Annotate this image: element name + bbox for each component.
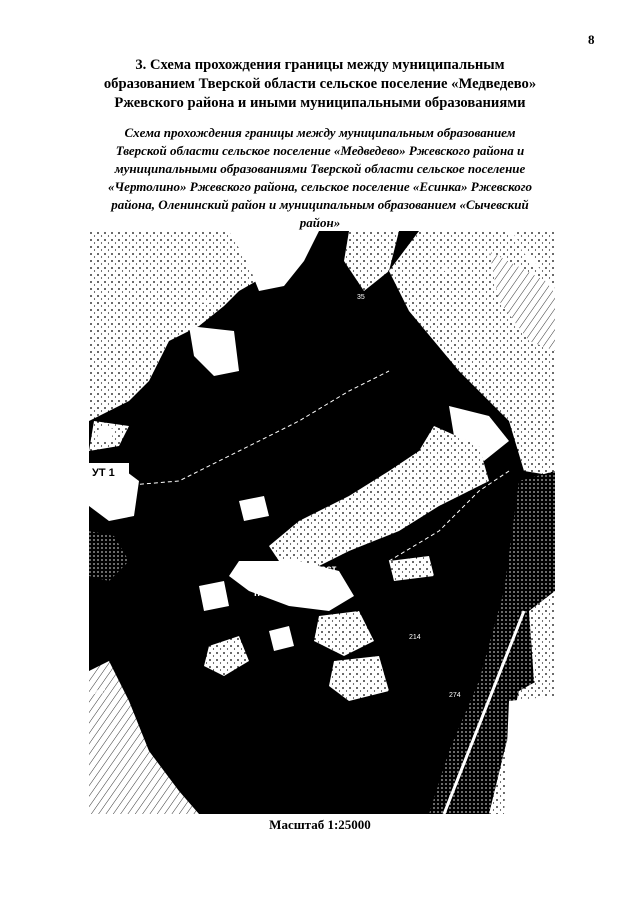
caption-line: района, Оленинский район и муниципальным образованием «Сычевский район» <box>111 197 529 230</box>
map-label-222: 222 <box>201 298 213 305</box>
caption-line: Схема прохождения границы между муниципальным образованием <box>124 125 516 140</box>
map-region <box>504 696 555 814</box>
map-overlay-line: Тверская област <box>254 564 337 575</box>
caption-line: муниципальными образованиями Тверской области сельское поселение <box>114 161 526 176</box>
map-label-229: 229 <box>439 266 451 273</box>
section-heading <box>40 56 600 113</box>
map-label-215: 215 <box>529 454 541 461</box>
caption-line: «Чертолино» Ржевского района, сельское поселение «Есинка» Ржевского <box>107 179 533 194</box>
heading-line: Ржевского района и иными муниципальными образованиями <box>114 95 526 111</box>
map-scale: Масштаб 1:25000 <box>269 817 371 832</box>
map-label-210: 210 <box>94 689 106 696</box>
map-label-ut1: УТ 1 <box>92 467 115 479</box>
boundary-map <box>89 231 555 814</box>
map-overlay-line: поселение «М <box>254 588 324 599</box>
map-label-214: 214 <box>409 634 421 641</box>
map-region <box>199 581 229 611</box>
map-overlay-line: Ржевский рай <box>254 576 323 587</box>
caption-line: Тверской области сельское поселение «Медведево» Ржевского района и <box>115 143 525 158</box>
heading-line: 3. Схема прохождения границы между муниципальным <box>135 57 505 73</box>
map-image <box>89 231 555 814</box>
map-label-35: 35 <box>357 294 365 301</box>
map-label-274: 274 <box>449 692 461 699</box>
heading-line: образованием Тверской области сельское поселение «Медведево» <box>103 76 537 92</box>
page-number: 8 <box>588 32 595 47</box>
